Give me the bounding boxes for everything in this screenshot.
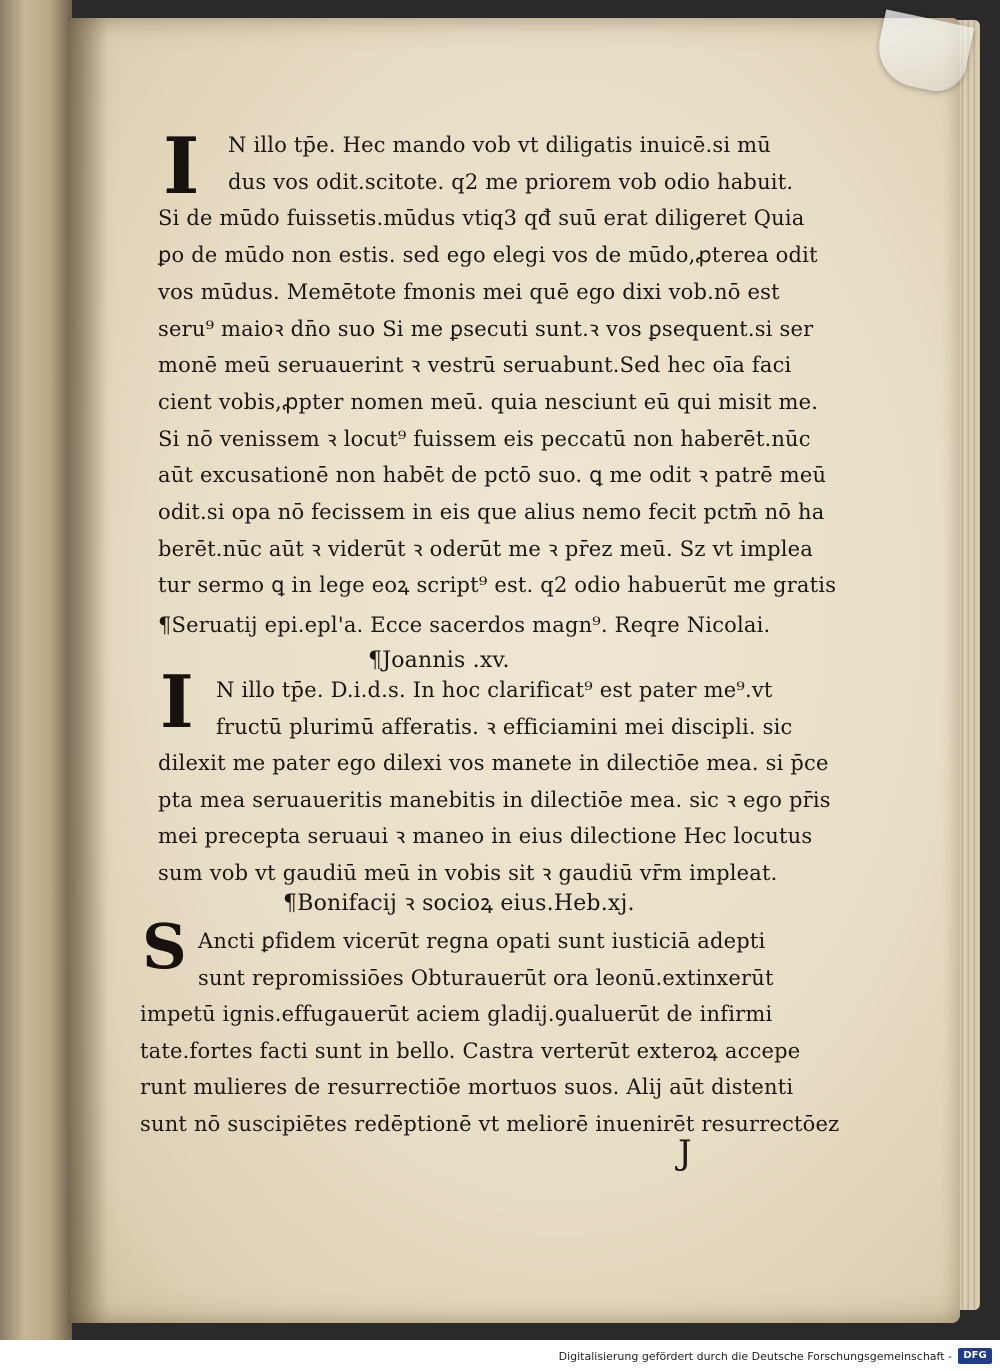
text-line: Ancti ꝑfidem vicerūt regna opati sunt iusticiā adepti [198,929,766,953]
dfg-logo: DFG [958,1348,992,1364]
heading-joannis: ¶Joannis .xv. [368,648,510,673]
text-line: pta mea seruaueritis manebitis in dilectiōe mea. sic ꝛ ego pr̄is [158,787,831,812]
text-line: dus vos odit.scitote. q2 me priorem vob odio habuit. [228,169,794,194]
dropcap-2: I [160,659,194,744]
text-line: tate.fortes facti sunt in bello. Castra verterūt exteroꝝ accepe [140,1038,801,1063]
text-line: N illo tp̄e. Hec mando vob vt diligatis inuicē.si mū [228,133,771,157]
text-line: aūt excusationē non habēt de pctō suo. ꝗ me odit ꝛ patrē meū [158,463,827,488]
page-clip [872,9,975,96]
text-line: monē meū seruauerint ꝛ vestrū seruabunt.Sed hec oīa faci [158,353,792,378]
text-line: dilexit me pater ego dilexi vos manete in dilectiōe mea. si p̄ce [158,751,829,775]
text-line: sum vob vt gaudiū meū in vobis sit ꝛ gaudiū vr̄m impleat. [158,860,778,885]
text-line: N illo tp̄e. D.i.d.s. In hoc clarificat⁹ est pater me⁹.vt [216,678,773,702]
text-line: ꝑo de mūdo non estis. sed ego elegi vos de mūdo,ꝓterea odit [158,243,818,268]
text-line: sunt repromissiōes Obturauerūt ora leonū.extinxerūt [198,965,774,990]
folio-signature: J [678,1133,692,1173]
text-line: fructū plurimū afferatis. ꝛ efficiamini mei discipli. sic [216,714,793,739]
text-line: runt mulieres de resurrectiōe mortuos suos. Alij aūt distenti [140,1075,794,1099]
text-line: impetū ignis.effugauerūt aciem gladij.ꝯualuerūt de infirmi [140,1002,773,1026]
text-line: seru⁹ maioꝛ dn̄o suo Si me ꝑsecuti sunt.ꝛ vos ꝑsequent.si ser [158,316,814,341]
text-line: vos mūdus. Memētote fmonis mei quē ego dixi vob.nō est [158,279,780,304]
facing-page-edge [0,0,72,1340]
text-line: cient vobis,ꝓpter nomen meū. quia nesciunt eū qui misit me. [158,389,819,414]
gutter-shadow [68,18,108,1323]
dropcap-3: S [142,910,187,983]
heading-bonifacius: ¶Bonifacij ꝛ socioꝝ eius.Heb.xj. [283,891,635,916]
rubric-servatius: ¶Seruatij epi.epl'a. Ecce sacerdos magn⁹. Reqre Nicolai. [158,613,771,637]
text-line: odit.si opa nō fecissem in eis que alius nemo fecit pctm̄ nō ha [158,500,825,524]
text-line: mei precepta seruaui ꝛ maneo in eius dilectione Hec locutus [158,824,813,848]
dropcap-1: I [163,121,200,212]
text-line: Si nō venissem ꝛ locut⁹ fuissem eis peccatū non haberēt.nūc [158,426,811,451]
book-page [68,18,960,1323]
footer-bar [0,1340,1000,1371]
text-line: tur sermo ꝗ in lege eoꝝ script⁹ est. q2 odio habuerūt me gratis [158,573,837,598]
text-line: Si de mūdo fuissetis.mūdus vtiq3 qđ suū erat diligeret Quia [158,206,805,231]
text-line: sunt nō suscipiētes redēptionē vt meliorē inuenirēt resurrectōez [140,1111,840,1136]
funding-notice: Digitalisierung gefördert durch die Deutsche Forschungsgemeinschaft - [558,1350,952,1363]
text-line: berēt.nūc aūt ꝛ viderūt ꝛ oderūt me ꝛ pr̄ez meū. Sz vt implea [158,536,814,561]
